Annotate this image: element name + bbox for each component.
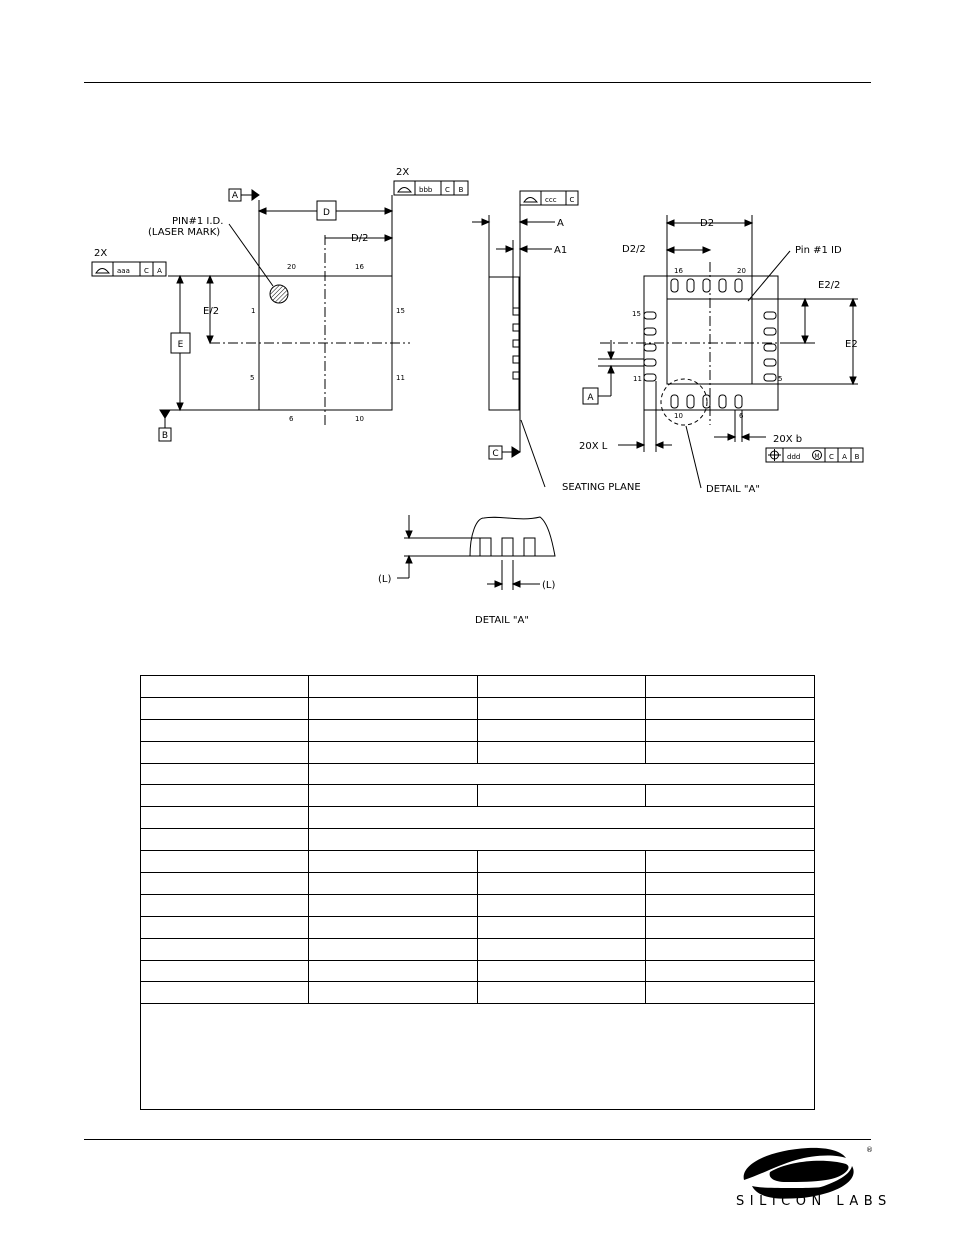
top-pin-15: 15	[396, 307, 405, 315]
table-row	[141, 873, 815, 895]
top-view	[92, 167, 468, 441]
top-pin-20: 20	[287, 263, 296, 271]
dim-d-label: D	[323, 208, 330, 218]
fcf-top-2x: 2X	[396, 167, 410, 178]
bottom-pin-15: 15	[632, 310, 641, 318]
logo-wordmark: SILICON LABS	[736, 1194, 892, 1209]
dim-e2-half-label: E2/2	[818, 280, 841, 291]
dimension-table	[140, 675, 815, 1110]
fcf-left-aaa: aaa	[117, 267, 130, 275]
table-row	[141, 829, 815, 851]
top-pin-5: 5	[250, 374, 255, 382]
table-row	[141, 916, 815, 938]
bottom-pin-5: 5	[778, 375, 783, 383]
table-row	[141, 697, 815, 719]
bottom-pin-10: 10	[674, 412, 683, 420]
table-row	[141, 938, 815, 960]
side-datum-c: C	[492, 449, 499, 459]
fcf-bottom-m: M	[814, 453, 820, 460]
pin1-laser-mark	[270, 285, 288, 303]
bottom-pin-16: 16	[674, 267, 683, 275]
fcf-side-ccc: ccc	[545, 196, 557, 204]
pin1-note-line1: PIN#1 I.D.	[172, 216, 224, 227]
dim-e-half-label: E/2	[203, 306, 220, 317]
fcf-bottom-ddd: ddd	[787, 453, 801, 461]
detail-l-bottom-label: (L)	[542, 580, 556, 591]
top-pin-6: 6	[289, 415, 294, 423]
table-row	[141, 676, 815, 698]
dim-d2-half-label: D2/2	[622, 244, 646, 255]
table-row	[141, 785, 815, 807]
fcf-bottom-a: A	[842, 453, 847, 461]
table-notes	[141, 1004, 815, 1110]
top-datum-a: A	[231, 191, 239, 201]
table-row	[141, 719, 815, 741]
fcf-top-bbb: bbb	[419, 186, 433, 194]
registered-mark: ®	[866, 1146, 873, 1154]
seating-plane-label: SEATING PLANE	[562, 482, 641, 493]
side-view	[472, 191, 641, 493]
dim-a-label: A	[557, 218, 564, 229]
table-row	[141, 763, 815, 785]
top-datum-b: B	[161, 431, 169, 441]
dim-d2-label: D2	[700, 218, 715, 229]
fcf-left-2x: 2X	[94, 248, 108, 259]
detail-a-ref-label: DETAIL "A"	[706, 484, 760, 495]
pin1-note-line2: (LASER MARK)	[148, 227, 221, 238]
dim-d-half-label: D/2	[351, 233, 369, 244]
bottom-view	[579, 215, 863, 495]
table-row	[141, 807, 815, 829]
dim-e2-label: E2	[845, 339, 858, 350]
fcf-bottom-c: C	[829, 453, 834, 461]
bottom-datum-a: A	[587, 393, 594, 403]
pin1-id-label: Pin #1 ID	[795, 245, 842, 256]
top-pin-1: 1	[251, 307, 256, 315]
table-row	[141, 960, 815, 982]
fcf-left-a: A	[157, 267, 162, 275]
top-pin-10: 10	[355, 415, 364, 423]
table-row	[141, 741, 815, 763]
detail-a-view	[378, 515, 555, 626]
top-pin-16: 16	[355, 263, 364, 271]
side-view-body	[489, 277, 519, 410]
detail-l-left-label: (L)	[378, 574, 392, 585]
bottom-pin-11: 11	[633, 375, 642, 383]
detail-a-callout-circle	[661, 379, 707, 425]
table-notes-row	[141, 1004, 815, 1110]
detail-a-title: DETAIL "A"	[475, 615, 529, 626]
fcf-side-c: C	[569, 196, 575, 204]
table-row	[141, 982, 815, 1004]
dim-e-label: E	[177, 340, 184, 350]
dim-20x-l-label: 20X L	[579, 441, 608, 452]
table-row	[141, 851, 815, 873]
table-row	[141, 894, 815, 916]
bottom-pin-20: 20	[737, 267, 746, 275]
dim-20x-b-label: 20X b	[773, 434, 803, 445]
top-pin-11: 11	[396, 374, 405, 382]
fcf-bottom-b: B	[854, 453, 860, 461]
fcf-top-c: C	[445, 186, 450, 194]
dim-a1-label: A1	[554, 245, 568, 256]
fcf-top-b: B	[458, 186, 464, 194]
fcf-left-c: C	[144, 267, 149, 275]
silicon-labs-logo-icon	[730, 1142, 892, 1222]
bottom-pin-6: 6	[739, 412, 744, 420]
